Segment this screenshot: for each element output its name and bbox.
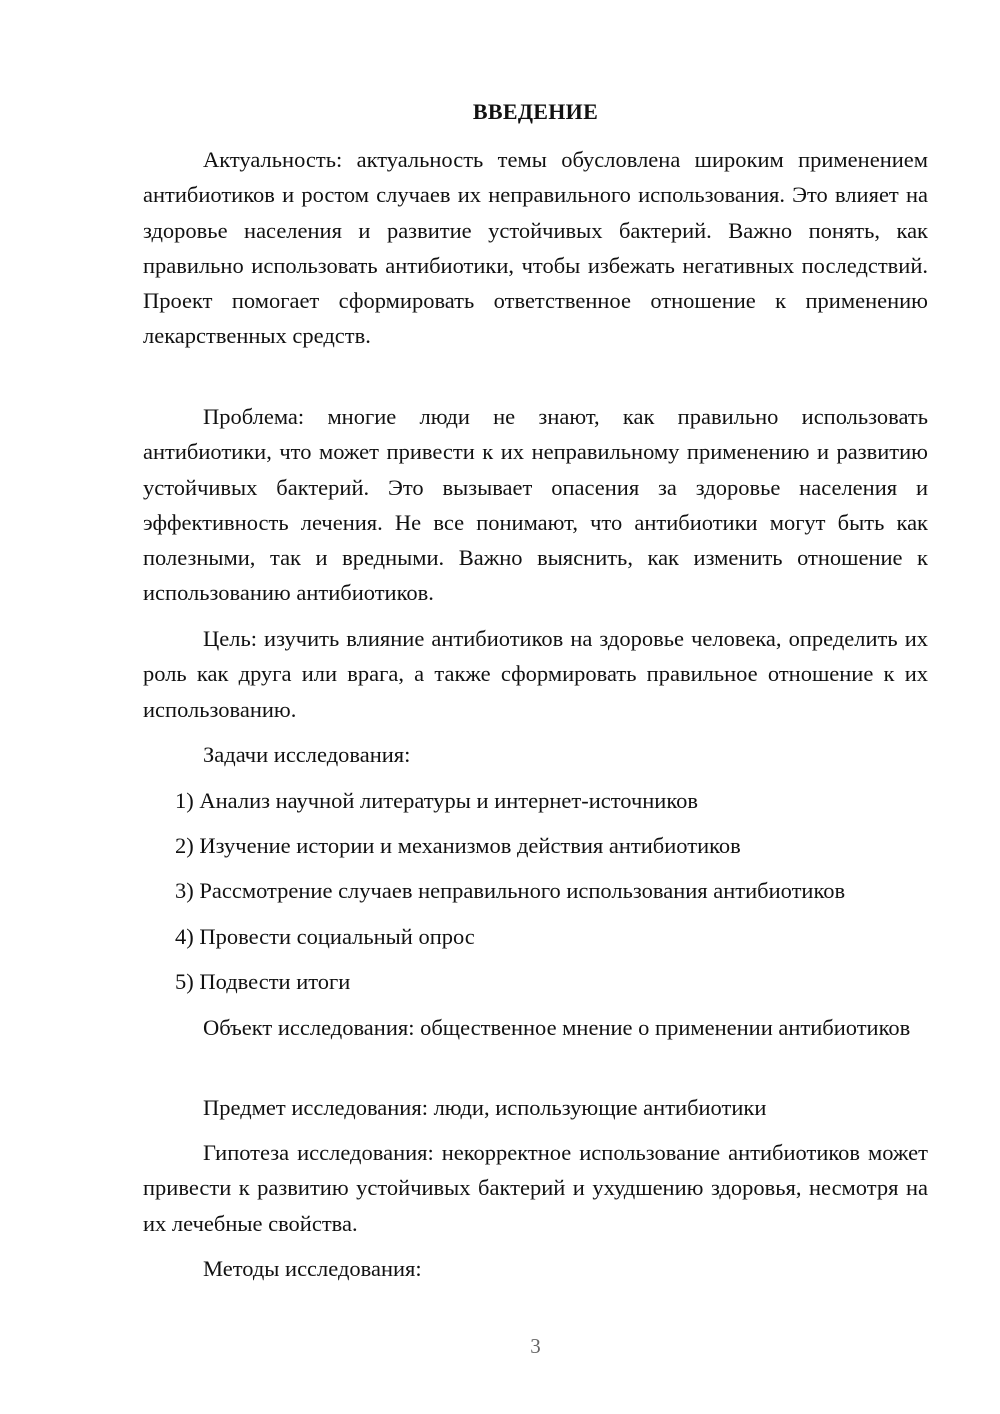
hypothesis-paragraph: Гипотеза исследования: некорректное использование антибиотиков может привести к развитию устойчивых бактерий и ухудшению здоровья, несмотря на их лечебные свойства. <box>143 1140 928 1236</box>
methods-heading: Методы исследования: <box>203 1256 422 1281</box>
task-item-5: 5) Подвести итоги <box>175 969 351 994</box>
task-item-3: 3) Рассмотрение случаев неправильного использования антибиотиков <box>175 878 846 903</box>
task-item-2: 2) Изучение истории и механизмов действия антибиотиков <box>175 833 741 858</box>
page-number: 3 <box>530 1334 541 1358</box>
object-paragraph: Объект исследования: общественное мнение о применении антибиотиков <box>203 1015 911 1040</box>
relevance-paragraph: Актуальность: актуальность темы обусловлена широким применением антибиотиков и ростом случаев их неправильного использования. Это влияет на здоровье населения и развитие устойчивых бактерий. Важно понять, как правильно использовать антибиотики, чтобы избежать негативных последствий. Проект помогает сформировать ответственное отношение к применению лекарственных средств. <box>143 147 928 349</box>
problem-paragraph: Проблема: многие люди не знают, как правильно использовать антибиотики, что может привести к их неправильному применению и развитию устойчивых бактерий. Это вызывает опасения за здоровье населения и эффективность лечения. Не все понимают, что антибиотики могут быть как полезными, так и вредными. Важно выяснить, как изменить отношение к использованию антибиотиков. <box>143 404 928 606</box>
task-item-1: 1) Анализ научной литературы и интернет-источников <box>175 788 699 813</box>
tasks-heading: Задачи исследования: <box>203 742 411 767</box>
task-item-4: 4) Провести социальный опрос <box>175 924 475 949</box>
goal-paragraph: Цель: изучить влияние антибиотиков на здоровье человека, определить их роль как друга или врага, а также сформировать правильное отношение к их использованию. <box>143 626 928 722</box>
section-title: ВВЕДЕНИЕ <box>472 99 599 124</box>
subject-paragraph: Предмет исследования: люди, использующие антибиотики <box>203 1095 767 1120</box>
